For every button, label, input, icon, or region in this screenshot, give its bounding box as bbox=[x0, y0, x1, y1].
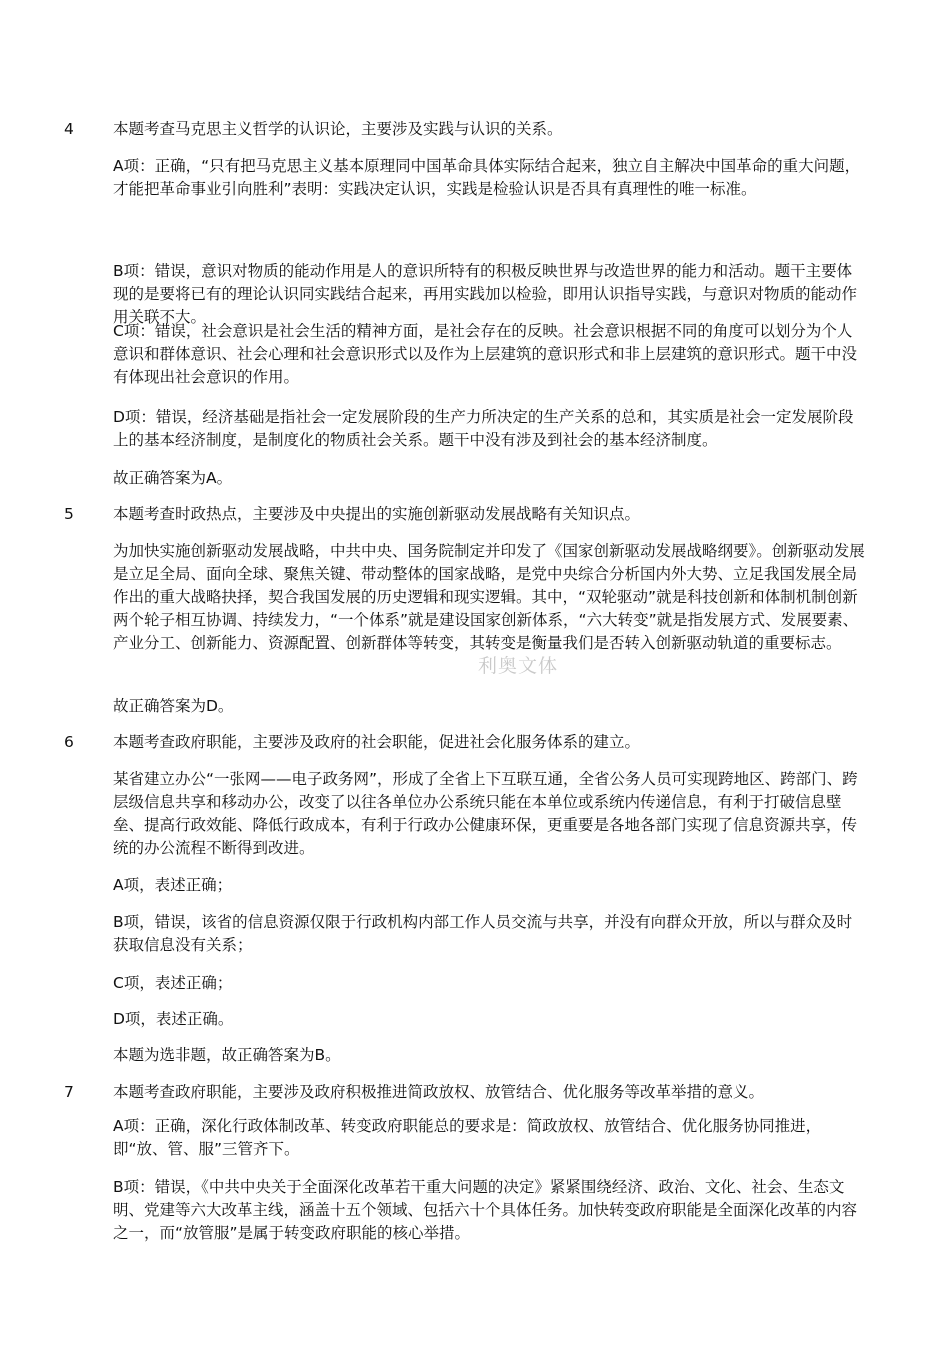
answer-line: 故正确答案为A。 bbox=[113, 469, 233, 487]
option-a-explanation: A项：正确，“只有把马克思主义基本原理同中国革命具体实际结合起来，独立自主解决中国革命的重大问题，才能把革命事业引向胜利”表明：实践决定认识，实践是检验认识是否具有真理性的唯一标准。 bbox=[113, 157, 861, 198]
answer-line: 故正确答案为D。 bbox=[113, 697, 234, 715]
question-summary: 本题考查马克思主义哲学的认识论，主要涉及实践与认识的关系。 bbox=[113, 120, 563, 138]
option-d-explanation: D项：错误，经济基础是指社会一定发展阶段的生产力所决定的生产关系的总和，其实质是社会一定发展阶段上的基本经济制度，是制度化的物质社会关系。题干中没有涉及到社会的基本经济制度。 bbox=[113, 408, 854, 449]
question-summary: 本题考查政府职能，主要涉及政府积极推进简政放权、放管结合、优化服务等改革举措的意义。 bbox=[113, 1083, 765, 1101]
option-c-explanation: C项，表述正确； bbox=[113, 974, 233, 992]
option-b-explanation: B项：错误，《中共中央关于全面深化改革若干重大问题的决定》紧紧围绕经济、政治、文化、社会、生态文明、党建等六大改革主线，涵盖十五个领域、包括六十个具体任务。加快转变政府职能是全面深化改革的内容之一，而“放管服”是属于转变政府职能的核心举措。 bbox=[113, 1178, 858, 1242]
question-number: 4 bbox=[64, 120, 74, 138]
option-d-explanation: D项，表述正确。 bbox=[113, 1010, 234, 1028]
question-number: 5 bbox=[64, 505, 74, 523]
explanation-paragraph: 为加快实施创新驱动发展战略，中共中央、国务院制定并印发了《国家创新驱动发展战略纲要》。创新驱动发展是立足全局、面向全球、聚焦关键、带动整体的国家战略，是党中央综合分析国内外大势、立足我国发展全局作出的重大战略抉择，契合我国发展的历史逻辑和现实逻辑。其中，“双轮驱动”就是科技创新和体制机制创新两个轮子相互协调、持续发力，“一个体系”就是建设国家创新体系，“六大转变”就是指发展方式、发展要素、产业分工、创新能力、资源配置、创新群体等转变，其转变是衡量我们是否转入创新驱动轨道的重要标志。 bbox=[113, 542, 865, 652]
option-a-explanation: A项，表述正确； bbox=[113, 876, 233, 894]
option-a-explanation: A项：正确，深化行政体制改革、转变政府职能总的要求是：简政放权、放管结合、优化服务协同推进，即“放、管、服”三管齐下。 bbox=[113, 1117, 822, 1158]
option-b-explanation: B项，错误，该省的信息资源仅限于行政机构内部工作人员交流与共享，并没有向群众开放，所以与群众及时获取信息没有关系； bbox=[113, 913, 853, 954]
question-number: 6 bbox=[64, 733, 74, 751]
question-number: 7 bbox=[64, 1083, 74, 1101]
question-summary: 本题考查时政热点，主要涉及中央提出的实施创新驱动发展战略有关知识点。 bbox=[113, 505, 641, 523]
explanation-paragraph: 某省建立办公“一张网——电子政务网”，形成了全省上下互联互通，全省公务人员可实现跨地区、跨部门、跨层级信息共享和移动办公，改变了以往各单位办公系统只能在本单位或系统内传递信息，有利于打破信息壁垒、提高行政效能、降低行政成本，有利于行政办公健康环保，更重要是各地各部门实现了信息资源共享，传统的办公流程不断得到改进。 bbox=[113, 770, 858, 857]
option-b-explanation: B项：错误，意识对物质的能动作用是人的意识所特有的积极反映世界与改造世界的能力和活动。题干主要体现的是要将已有的理论认识同实践结合起来，再用实践加以检验，即用认识指导实践，与意识对物质的能动作用关联不大。 bbox=[113, 262, 858, 326]
question-summary: 本题考查政府职能，主要涉及政府的社会职能，促进社会化服务体系的建立。 bbox=[113, 733, 641, 751]
answer-line: 本题为选非题，故正确答案为B。 bbox=[113, 1046, 341, 1064]
option-c-explanation: C项：错误，社会意识是社会生活的精神方面，是社会存在的反映。社会意识根据不同的角度可以划分为个人意识和群体意识、社会心理和社会意识形式以及作为上层建筑的意识形式和非上层建筑的意识形式。题干中没有体现出社会意识的作用。 bbox=[113, 322, 858, 386]
watermark-logo: 利奥文体 bbox=[478, 655, 559, 677]
